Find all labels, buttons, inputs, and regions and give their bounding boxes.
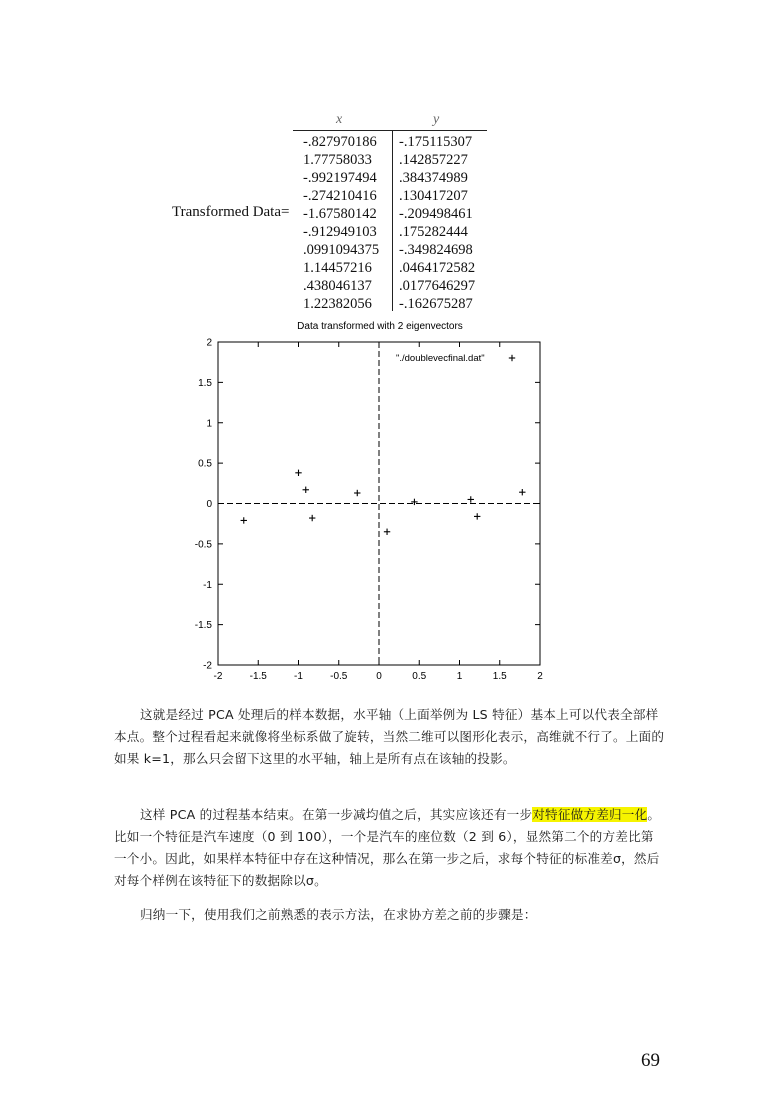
data-point xyxy=(354,490,360,496)
y-tick-label: 1 xyxy=(206,418,212,430)
table-cell-y: .175282444 xyxy=(399,224,468,240)
table-header-rule xyxy=(293,130,487,131)
table-cell-x: 1.14457216 xyxy=(303,260,372,276)
legend-marker xyxy=(509,355,515,361)
highlighted-text: 对特征做方差归一化 xyxy=(532,807,648,822)
table-cell-x: .438046137 xyxy=(303,278,372,294)
y-tick-label: 0 xyxy=(206,499,212,510)
table-cell-x: .0991094375 xyxy=(303,242,380,258)
table-cell-y: -.162675287 xyxy=(399,296,473,312)
y-tick-label: -0.5 xyxy=(194,539,212,551)
table-cell-y: .0177646297 xyxy=(399,278,476,294)
data-point xyxy=(295,470,301,476)
data-point xyxy=(241,517,247,523)
x-tick-label: 1.5 xyxy=(492,671,507,682)
table-cell-x: -.912949103 xyxy=(303,224,377,240)
table-column-y xyxy=(399,133,475,313)
y-tick-label: 2 xyxy=(206,337,212,349)
x-tick-label: -2 xyxy=(213,671,223,682)
table-cell-x: 1.77758033 xyxy=(303,152,372,168)
legend-label: "./doublevecfinal.dat" xyxy=(396,353,485,364)
x-tick-label: 0 xyxy=(376,671,382,682)
table-header-y: y xyxy=(433,112,440,127)
paragraph-pca-result: 这就是经过 PCA 处理后的样本数据，水平轴（上面举例为 LS 特征）基本上可以代表全部样本点。整个过程看起来就像将坐标系做了旋转，当然二维可以图形化表示，高维就不行了。上面的如果 k=1，那么只会留下这里的水平轴，轴上是所有点在该轴的投影。 xyxy=(114,707,665,766)
table-cell-x: -1.67580142 xyxy=(303,206,377,222)
table-column-rule xyxy=(392,131,393,311)
data-point xyxy=(309,515,315,521)
data-point xyxy=(474,513,480,519)
y-tick-label: -1 xyxy=(203,579,212,591)
x-tick-label: 1 xyxy=(456,671,463,682)
table-cell-y: .384374989 xyxy=(399,170,468,186)
data-point xyxy=(519,489,525,495)
table-cell-y: .0464172582 xyxy=(399,260,476,276)
chart-title: Data transformed with 2 eigenvectors xyxy=(297,321,463,332)
y-tick-label: -1.5 xyxy=(194,620,212,632)
x-tick-label: -0.5 xyxy=(330,671,348,682)
table-cell-x: -.992197494 xyxy=(303,170,377,186)
table-cell-y: .130417207 xyxy=(399,188,468,204)
table-cell-y: -.349824698 xyxy=(399,242,473,258)
page-number: 69 xyxy=(641,1050,660,1071)
table-cell-y: -.175115307 xyxy=(399,134,473,150)
scatter-chart xyxy=(190,318,550,686)
x-tick-label: -1 xyxy=(294,671,303,682)
x-tick-label: -1.5 xyxy=(249,671,267,682)
data-point xyxy=(384,529,390,535)
y-tick-label: 0.5 xyxy=(198,458,212,470)
chart-svg xyxy=(190,318,550,686)
table-cell-x: -.827970186 xyxy=(303,134,377,150)
paragraph-text: 。比如一个特征是汽车速度（0 到 100），一个是汽车的座位数（2 到 6），显然第二个的方差比第一个小。因此，如果样本特征中存在这种情况，那么在第一步之后，求每个特征的标准差σ，然后对每个样例在该特征下的数据除以σ。 xyxy=(114,807,661,888)
paragraph-variance-normalization xyxy=(114,804,666,892)
y-tick-label: -2 xyxy=(203,660,212,672)
table-cell-y: .142857227 xyxy=(399,152,468,168)
table-cell-x: -.274210416 xyxy=(303,188,377,204)
paragraph-summary: 归纳一下，使用我们之前熟悉的表示方法，在求协方差之前的步骤是： xyxy=(140,907,537,922)
paragraph-text: 这样 PCA 的过程基本结束。在第一步减均值之后，其实应该还有一步 xyxy=(140,807,533,822)
x-tick-label: 0.5 xyxy=(412,671,427,682)
table-header-x: x xyxy=(336,112,343,127)
data-point xyxy=(411,499,417,505)
table-cell-x: 1.22382056 xyxy=(303,296,372,312)
table-cell-y: -.209498461 xyxy=(399,206,473,222)
y-tick-label: 1.5 xyxy=(198,377,212,389)
table-column-x xyxy=(303,133,379,313)
table-label: Transformed Data= xyxy=(172,204,290,220)
data-point xyxy=(468,496,474,502)
x-tick-label: 2 xyxy=(537,671,543,682)
data-point xyxy=(303,487,309,493)
